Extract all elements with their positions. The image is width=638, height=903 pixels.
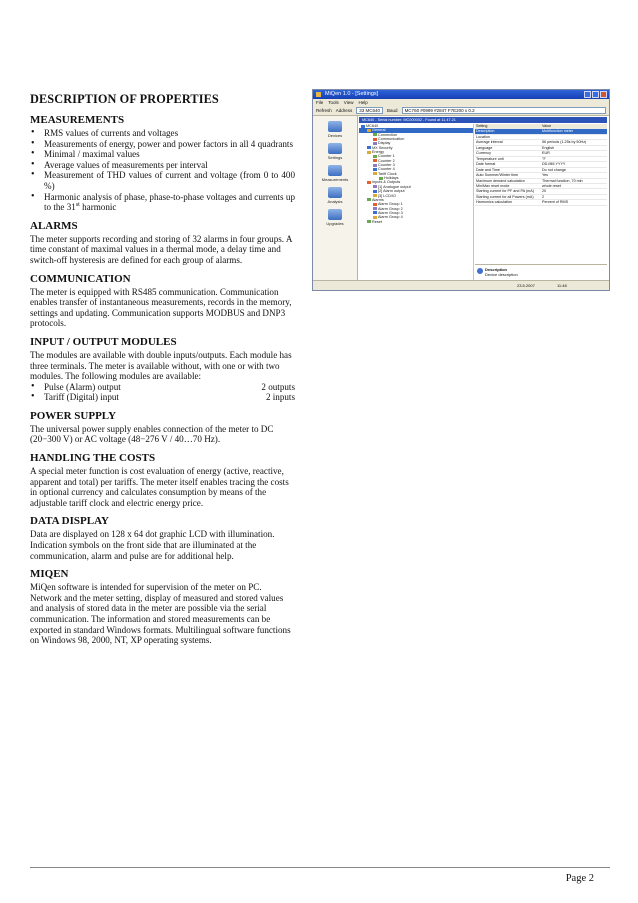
harmonic-text: Harmonic analysis of phase, phase-to-phase voltages and currents up to the 31 (44, 191, 295, 213)
address-bar (313, 106, 609, 116)
status-bar (313, 280, 609, 290)
tree-node-icon (367, 146, 371, 149)
list-item: • Minimal / maximal values (30, 149, 295, 160)
side-item-label: Upgrades (326, 221, 344, 226)
harmonic-superscript: st (75, 202, 80, 209)
window-title: MiQen 1.0 - [Settings] (325, 91, 379, 97)
tree-node-icon (373, 190, 377, 193)
description-text: Device description (485, 272, 518, 277)
alarms-heading: ALARMS (30, 219, 78, 232)
device-header: MC640 - Serial number: MC000002 - Found at 11.47.21 (359, 117, 607, 123)
tree-item-label: Counter 1 (378, 154, 395, 159)
tree-item-label: Alarm Group 1 (378, 202, 403, 207)
settings-icon (328, 143, 342, 154)
grid-cell: Yes (542, 173, 549, 178)
communication-text: The meter is equipped with RS485 communication. Communication enables transfer of instantaneous measurements, records in the memory, settings and updating. Communication supports MODBUS and DNP3 protocols. (30, 286, 292, 329)
grid-cell: DD.MM.YYYY (542, 162, 566, 167)
list-item: • Average values of measurements per interval (30, 160, 295, 171)
tree-node-icon (373, 216, 377, 219)
grid-cell: Currency (476, 151, 491, 156)
maximize-icon[interactable] (592, 91, 599, 98)
tree-node-icon (373, 168, 377, 171)
tree-item[interactable] (359, 220, 473, 224)
tree-item-label: Inputs & Outputs (372, 180, 401, 185)
tree-node-icon (367, 181, 371, 184)
address-field[interactable]: 33 MC640 (356, 107, 383, 114)
side-item-settings[interactable] (313, 143, 357, 160)
power-text: The universal power supply enables connection of the meter to DC (20−300 V) or AC voltage (48−276 V / 40…70 Hz). (30, 423, 274, 445)
tree-node-icon (373, 159, 377, 162)
side-item-label: Settings (327, 155, 343, 160)
tree-item-label: Alarms (372, 197, 384, 202)
grid-cell: Location (476, 134, 490, 139)
grid-cell: °F (542, 156, 546, 161)
grid-cell: Maximum demand calculation (476, 178, 525, 183)
grid-cell: whole reset (542, 183, 561, 188)
side-item-label: Measurements (321, 177, 349, 182)
grid-cell: 20 (542, 189, 547, 194)
module-label: • Pulse (Alarm) output (44, 381, 121, 392)
tree-node-icon (373, 172, 377, 175)
grid-cell: Multifunction meter (542, 129, 574, 134)
tree-item-label: Counter 2 (378, 158, 395, 163)
list-item: • Measurements of energy, power and power factors in all 4 quadrants (30, 139, 295, 150)
tree-item-label: Counter 4 (378, 167, 395, 172)
side-item-measurements[interactable] (313, 165, 357, 182)
grid-cell: EUR (542, 151, 550, 156)
description-title: Description (485, 267, 508, 272)
baud-label: Baud (387, 108, 398, 113)
display-text: Data are displayed on 128 x 64 dot graphic LCD with illumination. Indication symbols on the front side that are illuminated at the communication, alarm and pulse are for additional help. (30, 529, 275, 561)
tree-node-icon (373, 203, 377, 206)
tree-item-label: Tariff Clock (378, 171, 397, 176)
list-item: • RMS values of currents and voltages (30, 128, 295, 139)
tree-item-label: [3] LCD/IO (378, 193, 396, 198)
page-title: DESCRIPTION OF PROPERTIES (30, 92, 219, 106)
miqen-text: MiQen software is intended for supervision of the meter on PC. Network and the meter setting, display of measured and stored values and analysis of stored data in the meter are possible via the serial communication. The information and stored measurements can be exported in standard Windows formats. Multilingual software functions on Windows 98, 2000, NT, XP operating systems. (30, 582, 291, 646)
software-screenshot (312, 89, 610, 291)
io-list (30, 382, 295, 403)
baud-field[interactable]: MC760 #0999 #2847 F7E200 x 0.2 (402, 107, 606, 114)
grid-header-cell: Value (542, 124, 552, 128)
side-item-upgrades[interactable] (313, 209, 357, 226)
io-text: The modules are available with double inputs/outputs. Each module has three terminals. The meter is available without, with one or with two modules. The following modules are available: (30, 349, 292, 382)
side-item-analysis[interactable] (313, 187, 357, 204)
side-item-devices[interactable] (313, 121, 357, 138)
tree-node-icon (373, 164, 377, 167)
grid-cell: Do not change (542, 167, 566, 172)
tree-node-icon (373, 194, 377, 197)
display-heading: DATA DISPLAY (30, 515, 109, 528)
costs-heading: HANDLING THE COSTS (30, 452, 156, 465)
grid-cell: Date format (476, 162, 496, 167)
list-item (30, 382, 295, 393)
grid-cell: Average interval (476, 140, 503, 145)
communication-heading: COMMUNICATION (30, 272, 131, 285)
harmonic-text-end: harmonic (79, 202, 117, 213)
tree-item-label: Energy (372, 150, 385, 155)
app-icon (316, 92, 321, 97)
main-panel (359, 117, 607, 280)
settings-tree (359, 124, 474, 280)
grid-row[interactable] (475, 200, 607, 205)
tree-node-icon (373, 138, 377, 141)
tree-node-icon (367, 151, 371, 154)
footer-rule (30, 867, 610, 868)
module-label: • Tariff (Digital) input (44, 392, 119, 403)
tree-node-icon (367, 198, 371, 201)
document-text-column (30, 92, 295, 646)
grid-cell: Description (476, 129, 495, 134)
grid-cell: Temperature unit (476, 156, 504, 161)
tree-node-icon (373, 185, 377, 188)
address-label: Address (335, 108, 353, 113)
menu-tools[interactable]: Tools (328, 100, 339, 105)
menu-view[interactable]: View (343, 100, 354, 105)
list-item: • Measurement of THD values of current and voltage (from 0 to 400 %) (30, 170, 295, 191)
io-heading: INPUT / OUTPUT MODULES (30, 335, 177, 348)
tree-item-label: Reset (372, 219, 382, 224)
grid-cell: Harmonics calculation (476, 200, 513, 205)
list-item (30, 392, 295, 403)
minimize-icon[interactable] (584, 91, 591, 98)
menu-help[interactable]: Help (358, 100, 368, 105)
close-icon[interactable] (600, 91, 607, 98)
tree-node-icon (367, 129, 371, 132)
grid-cell: Thermal function, 70 min (542, 178, 583, 183)
side-item-label: Devices (327, 133, 343, 138)
menu-bar (313, 99, 609, 106)
status-date: 23.5.2007 (517, 283, 535, 288)
tree-item-label: Connection (378, 132, 398, 137)
status-time: 11:48 (557, 283, 567, 288)
alarms-text: The meter supports recording and storing of 32 alarms in four groups. A time constant of maximal values in a thermal mode, a delay time and switch-off hysteresis are defined for each group of alarms. (30, 233, 292, 265)
grid-cell: Starting current for all Powers (mA) (476, 194, 534, 199)
grid-cell: 56 periods (1.25s by 50Hz) (542, 140, 587, 145)
page-number: Page 2 (565, 873, 594, 884)
tree-item-label: Communication (378, 137, 405, 142)
tree-item-label: Counter 3 (378, 163, 395, 168)
grid-cell: Auto Summer/Winter time (476, 173, 519, 178)
list-item (30, 192, 295, 213)
tree-item-label: [1] Analogue output (378, 184, 411, 189)
tree-node-icon (373, 155, 377, 158)
analysis-icon (328, 187, 342, 198)
tree-node-icon (373, 133, 377, 136)
info-icon (477, 268, 483, 274)
grid-cell: Min/Max reset mode (476, 183, 510, 188)
tree-item-label: Alarm Group 3 (378, 210, 403, 215)
measurements-heading: MEASUREMENTS (30, 114, 125, 126)
settings-grid (475, 124, 607, 234)
measurements-icon (328, 165, 342, 176)
side-navigation (313, 116, 358, 290)
window-titlebar (313, 90, 609, 99)
tree-item-label: MX Security (372, 145, 393, 150)
side-item-label: Analysis (327, 199, 343, 204)
tree-node-icon (373, 211, 377, 214)
menu-file[interactable]: File (316, 100, 324, 105)
tree-item-label: Holidays (384, 176, 399, 181)
devices-icon (328, 121, 342, 132)
miqen-heading: MIQEN (30, 568, 69, 581)
grid-cell: English (542, 145, 555, 150)
grid-cell: Percent of RMS (542, 200, 569, 205)
upgrades-icon (328, 209, 342, 220)
tree-node-icon (373, 142, 377, 145)
grid-header-cell: Setting (476, 124, 488, 128)
tree-item-label: Display (378, 141, 391, 146)
tree-item-label: General (372, 128, 386, 133)
tree-node-icon (379, 177, 383, 180)
power-heading: POWER SUPPLY (30, 409, 117, 422)
tree-node-icon (361, 125, 365, 128)
grid-cell: Language (476, 145, 493, 150)
tree-item-label: Alarm Group 4 (378, 215, 403, 220)
module-value: 2 inputs (265, 392, 295, 403)
measurements-list (30, 128, 295, 213)
module-value: 2 outputs (261, 381, 295, 392)
tree-node-icon (367, 220, 371, 223)
grid-cell: Date and Time (476, 167, 500, 172)
tree-item-label: [2] Alarm output (378, 189, 405, 194)
grid-cell: 2 (542, 194, 545, 199)
tree-node-icon (373, 207, 377, 210)
grid-cell (541, 135, 607, 139)
tree-item-label: MC640 (366, 124, 379, 128)
window-controls (584, 91, 607, 98)
costs-text: A special meter function is cost evaluation of energy (active, reactive, apparent and total) per tariffs. The meter itself enables tracing the costs in optional currency and calculates consumption by means of the adjustable tariff clock and electric energy price. (30, 466, 289, 508)
tree-item-label: Alarm Group 2 (378, 206, 403, 211)
grid-cell: Starting current for PF and PA (mA) (476, 189, 534, 194)
refresh-button[interactable]: Refresh (316, 108, 332, 113)
